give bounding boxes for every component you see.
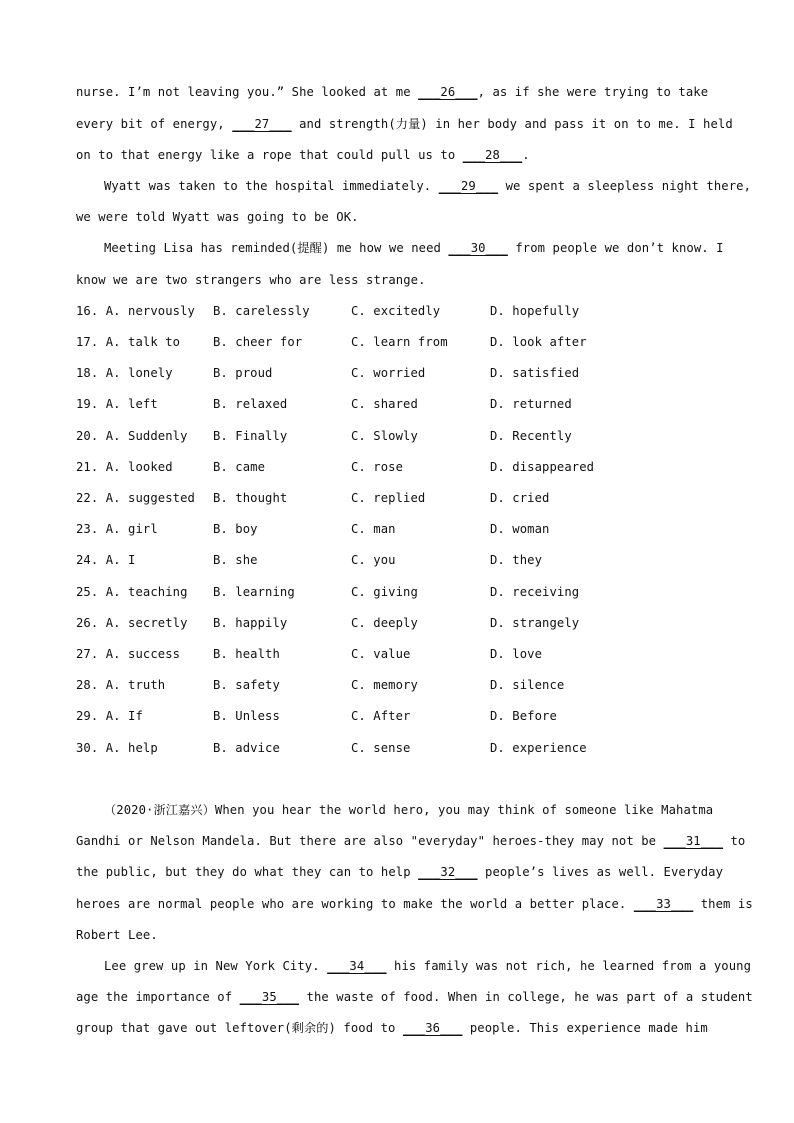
option-b[interactable]: B. thought	[213, 491, 288, 505]
option-a[interactable]: 27. A. success	[76, 647, 181, 661]
option-b[interactable]: B. proud	[213, 366, 273, 380]
option-b[interactable]: B. Finally	[213, 429, 288, 443]
option-c[interactable]: C. value	[351, 647, 411, 661]
option-a[interactable]: 30. A. help	[76, 741, 158, 755]
option-a[interactable]: 20. A. Suddenly	[76, 429, 188, 443]
blank-32[interactable]: ___32___	[418, 865, 478, 879]
option-b[interactable]: B. advice	[213, 741, 280, 755]
option-d[interactable]: D. love	[490, 647, 543, 661]
option-d[interactable]: D. woman	[490, 522, 550, 536]
option-c[interactable]: C. man	[351, 522, 396, 536]
option-a[interactable]: 28. A. truth	[76, 678, 166, 692]
passage-line: Gandhi or Nelson Mandela. But there are also "everyday" heroes-they may not be ___31___ to	[76, 834, 746, 848]
option-a[interactable]: 22. A. suggested	[76, 491, 195, 505]
option-c[interactable]: C. excitedly	[351, 304, 441, 318]
option-c[interactable]: C. rose	[351, 460, 404, 474]
option-b[interactable]: B. she	[213, 553, 258, 567]
option-b[interactable]: B. happily	[213, 616, 288, 630]
blank-35[interactable]: ___35___	[239, 990, 300, 1004]
option-d[interactable]: D. cried	[490, 491, 550, 505]
option-d[interactable]: D. returned	[490, 397, 572, 411]
option-c[interactable]: C. giving	[351, 585, 418, 599]
option-d[interactable]: D. experience	[490, 741, 587, 755]
option-a[interactable]: 24. A. I	[76, 553, 136, 567]
option-b[interactable]: B. came	[213, 460, 266, 474]
option-d[interactable]: D. silence	[490, 678, 565, 692]
option-a[interactable]: 18. A. lonely	[76, 366, 173, 380]
passage-line: on to that energy like a rope that could pull us to ___28___.	[76, 148, 530, 162]
passage-line: the public, but they do what they can to help ___32___ people’s lives as well. Everyday	[76, 865, 724, 879]
option-a[interactable]: 21. A. looked	[76, 460, 173, 474]
option-c[interactable]: C. deeply	[351, 616, 418, 630]
option-d[interactable]: D. satisfied	[490, 366, 580, 380]
passage-line: heroes are normal people who are working to make the world a better place. ___33___ them is	[76, 897, 753, 911]
option-a[interactable]: 25. A. teaching	[76, 585, 188, 599]
option-d[interactable]: D. receiving	[490, 585, 580, 599]
passage-line: nurse. I’m not leaving you.” She looked at me ___26___, as if she were trying to take	[76, 85, 709, 99]
option-b[interactable]: B. relaxed	[213, 397, 288, 411]
passage-line: every bit of energy, ___27___ and strength(力量) in her body and pass it on to me. I held	[76, 117, 733, 131]
blank-29[interactable]: ___29___	[438, 179, 499, 193]
passage-line: Robert Lee.	[76, 928, 158, 942]
option-c[interactable]: C. replied	[351, 491, 426, 505]
option-c[interactable]: C. memory	[351, 678, 418, 692]
blank-30[interactable]: ___30___	[448, 241, 508, 255]
option-d[interactable]: D. hopefully	[490, 304, 580, 318]
option-b[interactable]: B. cheer for	[213, 335, 303, 349]
option-d[interactable]: D. Before	[490, 709, 557, 723]
blank-28[interactable]: ___28___	[462, 148, 523, 162]
blank-36[interactable]: ___36___	[402, 1021, 463, 1035]
blank-26[interactable]: ___26___	[418, 85, 478, 99]
option-b[interactable]: B. safety	[213, 678, 280, 692]
option-c[interactable]: C. worried	[351, 366, 426, 380]
passage-line: Meeting Lisa has reminded(提醒) me how we need ___30___ from people we don’t know. I	[104, 241, 724, 255]
blank-33[interactable]: ___33___	[633, 897, 694, 911]
option-c[interactable]: C. Slowly	[351, 429, 418, 443]
option-d[interactable]: D. look after	[490, 335, 587, 349]
option-d[interactable]: D. strangely	[490, 616, 580, 630]
option-d[interactable]: D. disappeared	[490, 460, 595, 474]
passage-line: Lee grew up in New York City. ___34___ his family was not rich, he learned from a young	[104, 959, 752, 973]
option-c[interactable]: C. learn from	[351, 335, 448, 349]
option-d[interactable]: D. Recently	[490, 429, 572, 443]
option-b[interactable]: B. Unless	[213, 709, 280, 723]
option-a[interactable]: 19. A. left	[76, 397, 158, 411]
option-b[interactable]: B. carelessly	[213, 304, 310, 318]
option-a[interactable]: 17. A. talk to	[76, 335, 181, 349]
option-b[interactable]: B. learning	[213, 585, 295, 599]
option-d[interactable]: D. they	[490, 553, 543, 567]
option-a[interactable]: 26. A. secretly	[76, 616, 188, 630]
passage-line: know we are two strangers who are less strange.	[76, 273, 426, 287]
option-b[interactable]: B. boy	[213, 522, 258, 536]
blank-27[interactable]: ___27___	[232, 117, 292, 131]
option-c[interactable]: C. shared	[351, 397, 418, 411]
passage-line: group that gave out leftover(剩余的) food to ___36___ people. This experience made him	[76, 1021, 708, 1035]
passage-line: （2020·浙江嘉兴）When you hear the world hero, you may think of someone like Mahatma	[104, 803, 714, 817]
option-c[interactable]: C. After	[351, 709, 411, 723]
passage-line: we were told Wyatt was going to be OK.	[76, 210, 359, 224]
blank-34[interactable]: ___34___	[327, 959, 387, 973]
option-a[interactable]: 16. A. nervously	[76, 304, 195, 318]
option-b[interactable]: B. health	[213, 647, 280, 661]
option-c[interactable]: C. you	[351, 553, 396, 567]
option-a[interactable]: 23. A. girl	[76, 522, 158, 536]
blank-31[interactable]: ___31___	[663, 834, 724, 848]
option-a[interactable]: 29. A. If	[76, 709, 143, 723]
passage-line: age the importance of ___35___ the waste of food. When in college, he was part of a student	[76, 990, 753, 1004]
option-c[interactable]: C. sense	[351, 741, 411, 755]
passage-line: Wyatt was taken to the hospital immediately. ___29___ we spent a sleepless night there,	[104, 179, 752, 193]
